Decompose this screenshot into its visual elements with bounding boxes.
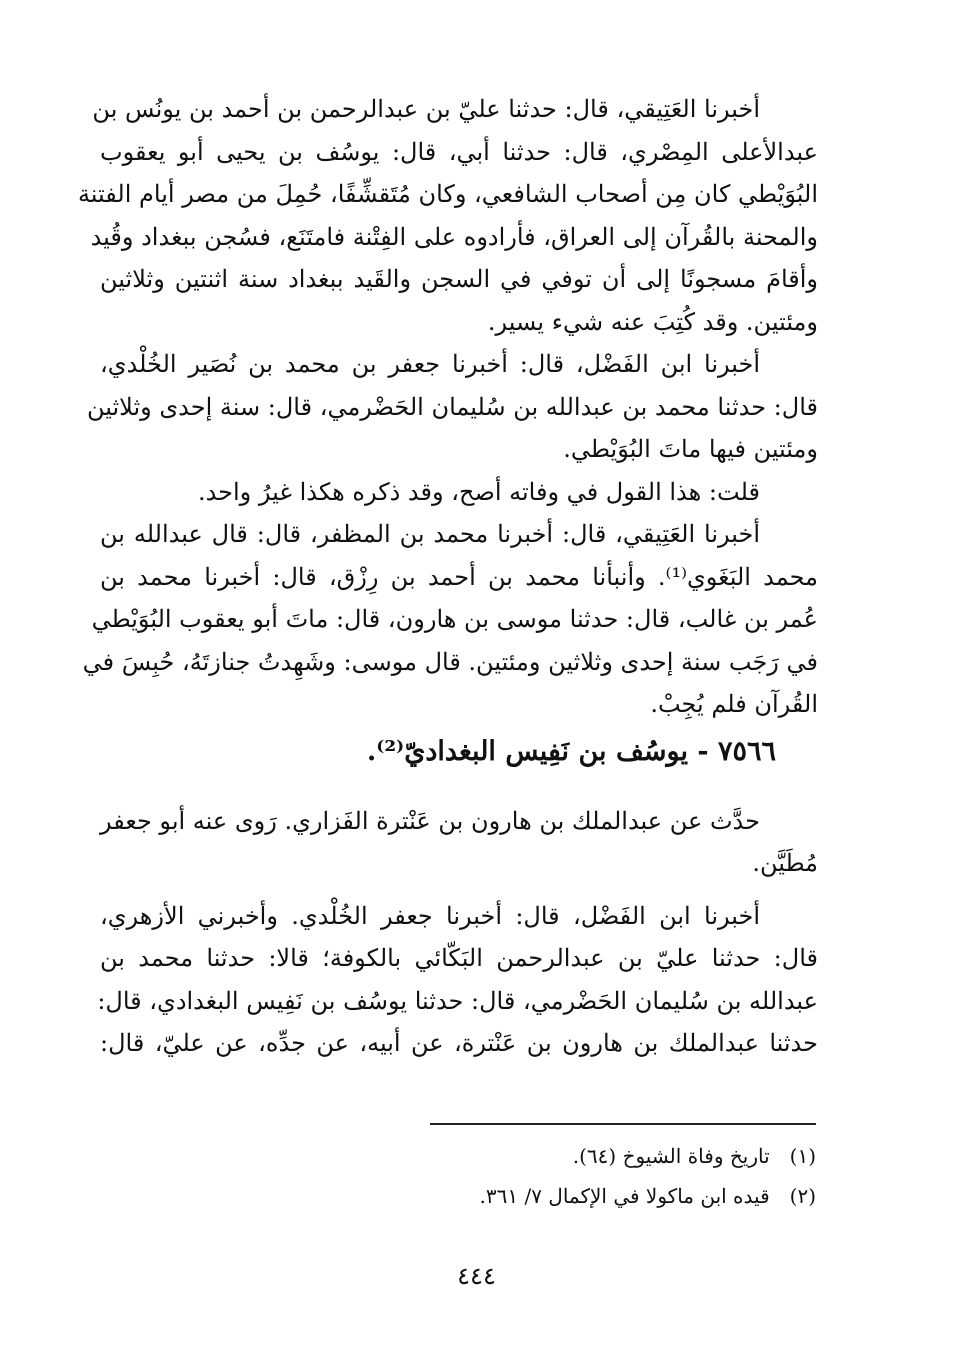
text-line: أخبرنا العَتِيقي، قال: أخبرنا محمد بن المظفر، قال: قال عبدالله بن xyxy=(100,520,760,548)
text-line: ومئتين فيها ماتَ البُوَيْطي. xyxy=(563,435,818,463)
main-text xyxy=(77,88,818,1065)
text-line: مُطَيَّن. xyxy=(752,849,818,877)
footnote-number: (١) xyxy=(789,1144,816,1168)
paragraph xyxy=(86,343,818,471)
text-line: عُمر بن غالب، قال: حدثنا موسى بن هارون، قال: ماتَ أبو يعقوب البُوَيْطي xyxy=(91,605,818,633)
paragraph xyxy=(97,895,818,1065)
text-line: قال: حدثنا عليّ بن عبدالرحمن البَكّائي بالكوفة؛ قالا: حدثنا محمد بن xyxy=(100,944,818,972)
footnote-text: قيده ابن ماكولا في الإكمال ٧/ ٣٦١. xyxy=(479,1184,770,1208)
footnote-number: (٢) xyxy=(789,1184,816,1208)
footnotes xyxy=(100,1136,816,1216)
footnote-text: تاريخ وفاة الشيوخ (٦٤). xyxy=(572,1144,770,1168)
text-line: محمد البَغَوي⁽¹⁾. وأنبأنا محمد بن أحمد بن رِزْق، قال: أخبرنا محمد بن xyxy=(100,562,818,591)
footnote xyxy=(100,1136,816,1176)
text-line: في رَجَب سنة إحدى وثلاثين ومئتين. قال موسى: وشَهِدتُ جنازتَهُ، حُبِسَ في xyxy=(82,647,818,676)
text-line: البُوَيْطي كان مِن أصحاب الشافعي، وكان مُتَقشِّفًا، حُمِلَ من مصر أيام الفتنة xyxy=(77,180,818,208)
text-line: أخبرنا ابن الفَضْل، قال: أخبرنا جعفر بن محمد بن نُصَير الخُلْدي، xyxy=(100,350,760,378)
paragraph xyxy=(100,471,818,514)
footnote-divider xyxy=(430,1123,816,1125)
text-line: ومئتين. وقد كُتِبَ عنه شيء يسير. xyxy=(487,307,818,336)
text-line: حدَّث عن عبدالملك بن هارون بن عَنْترة الفَزاري. رَوى عنه أبو جعفر xyxy=(100,806,760,835)
text-line: قلت: هذا القول في وفاته أصح، وقد ذكره هكذا غيرُ واحد. xyxy=(197,477,760,506)
text-line: والمحنة بالقُرآن إلى العراق، فأرادوه على الفِتْنة فامتَنَع، فسُجن ببغداد وقُيد xyxy=(90,222,818,251)
paragraph xyxy=(77,88,818,343)
paragraph xyxy=(82,513,818,726)
footnote xyxy=(100,1176,816,1216)
paragraph xyxy=(100,800,818,885)
text-line: حدثنا عبدالملك بن هارون بن عَنْترة، عن أبيه، عن جدِّه، عن عليّ، قال: xyxy=(100,1029,818,1057)
page-number: ٤٤٤ xyxy=(457,1262,496,1290)
text-line: قال: حدثنا محمد بن عبدالله بن سُليمان الحَضْرمي، قال: سنة إحدى وثلاثين xyxy=(86,392,818,421)
text-line: عبدالله بن سُليمان الحَضْرمي، قال: حدثنا يوسُف بن نَفِيس البغدادي، قال: xyxy=(97,986,818,1015)
text-line: القُرآن فلم يُجِبْ. xyxy=(650,690,818,718)
entry-heading: ٧٥٦٦ - يوسُف بن نَفِيس البغداديّ⁽²⁾. xyxy=(366,735,776,767)
text-line: أخبرنا العَتِيقي، قال: حدثنا عليّ بن عبدالرحمن بن أحمد بن يونُس بن xyxy=(92,95,760,123)
text-line: عبدالأعلى المِصْري، قال: حدثنا أبي، قال: يوسُف بن يحيى أبو يعقوب xyxy=(100,137,818,166)
text-line: وأقامَ مسجونًا إلى أن توفي في السجن والقَيد ببغداد سنة اثنتين وثلاثين xyxy=(100,265,818,293)
text-line: أخبرنا ابن الفَضْل، قال: أخبرنا جعفر الخُلْدي. وأخبرني الأزهري، xyxy=(100,901,760,930)
